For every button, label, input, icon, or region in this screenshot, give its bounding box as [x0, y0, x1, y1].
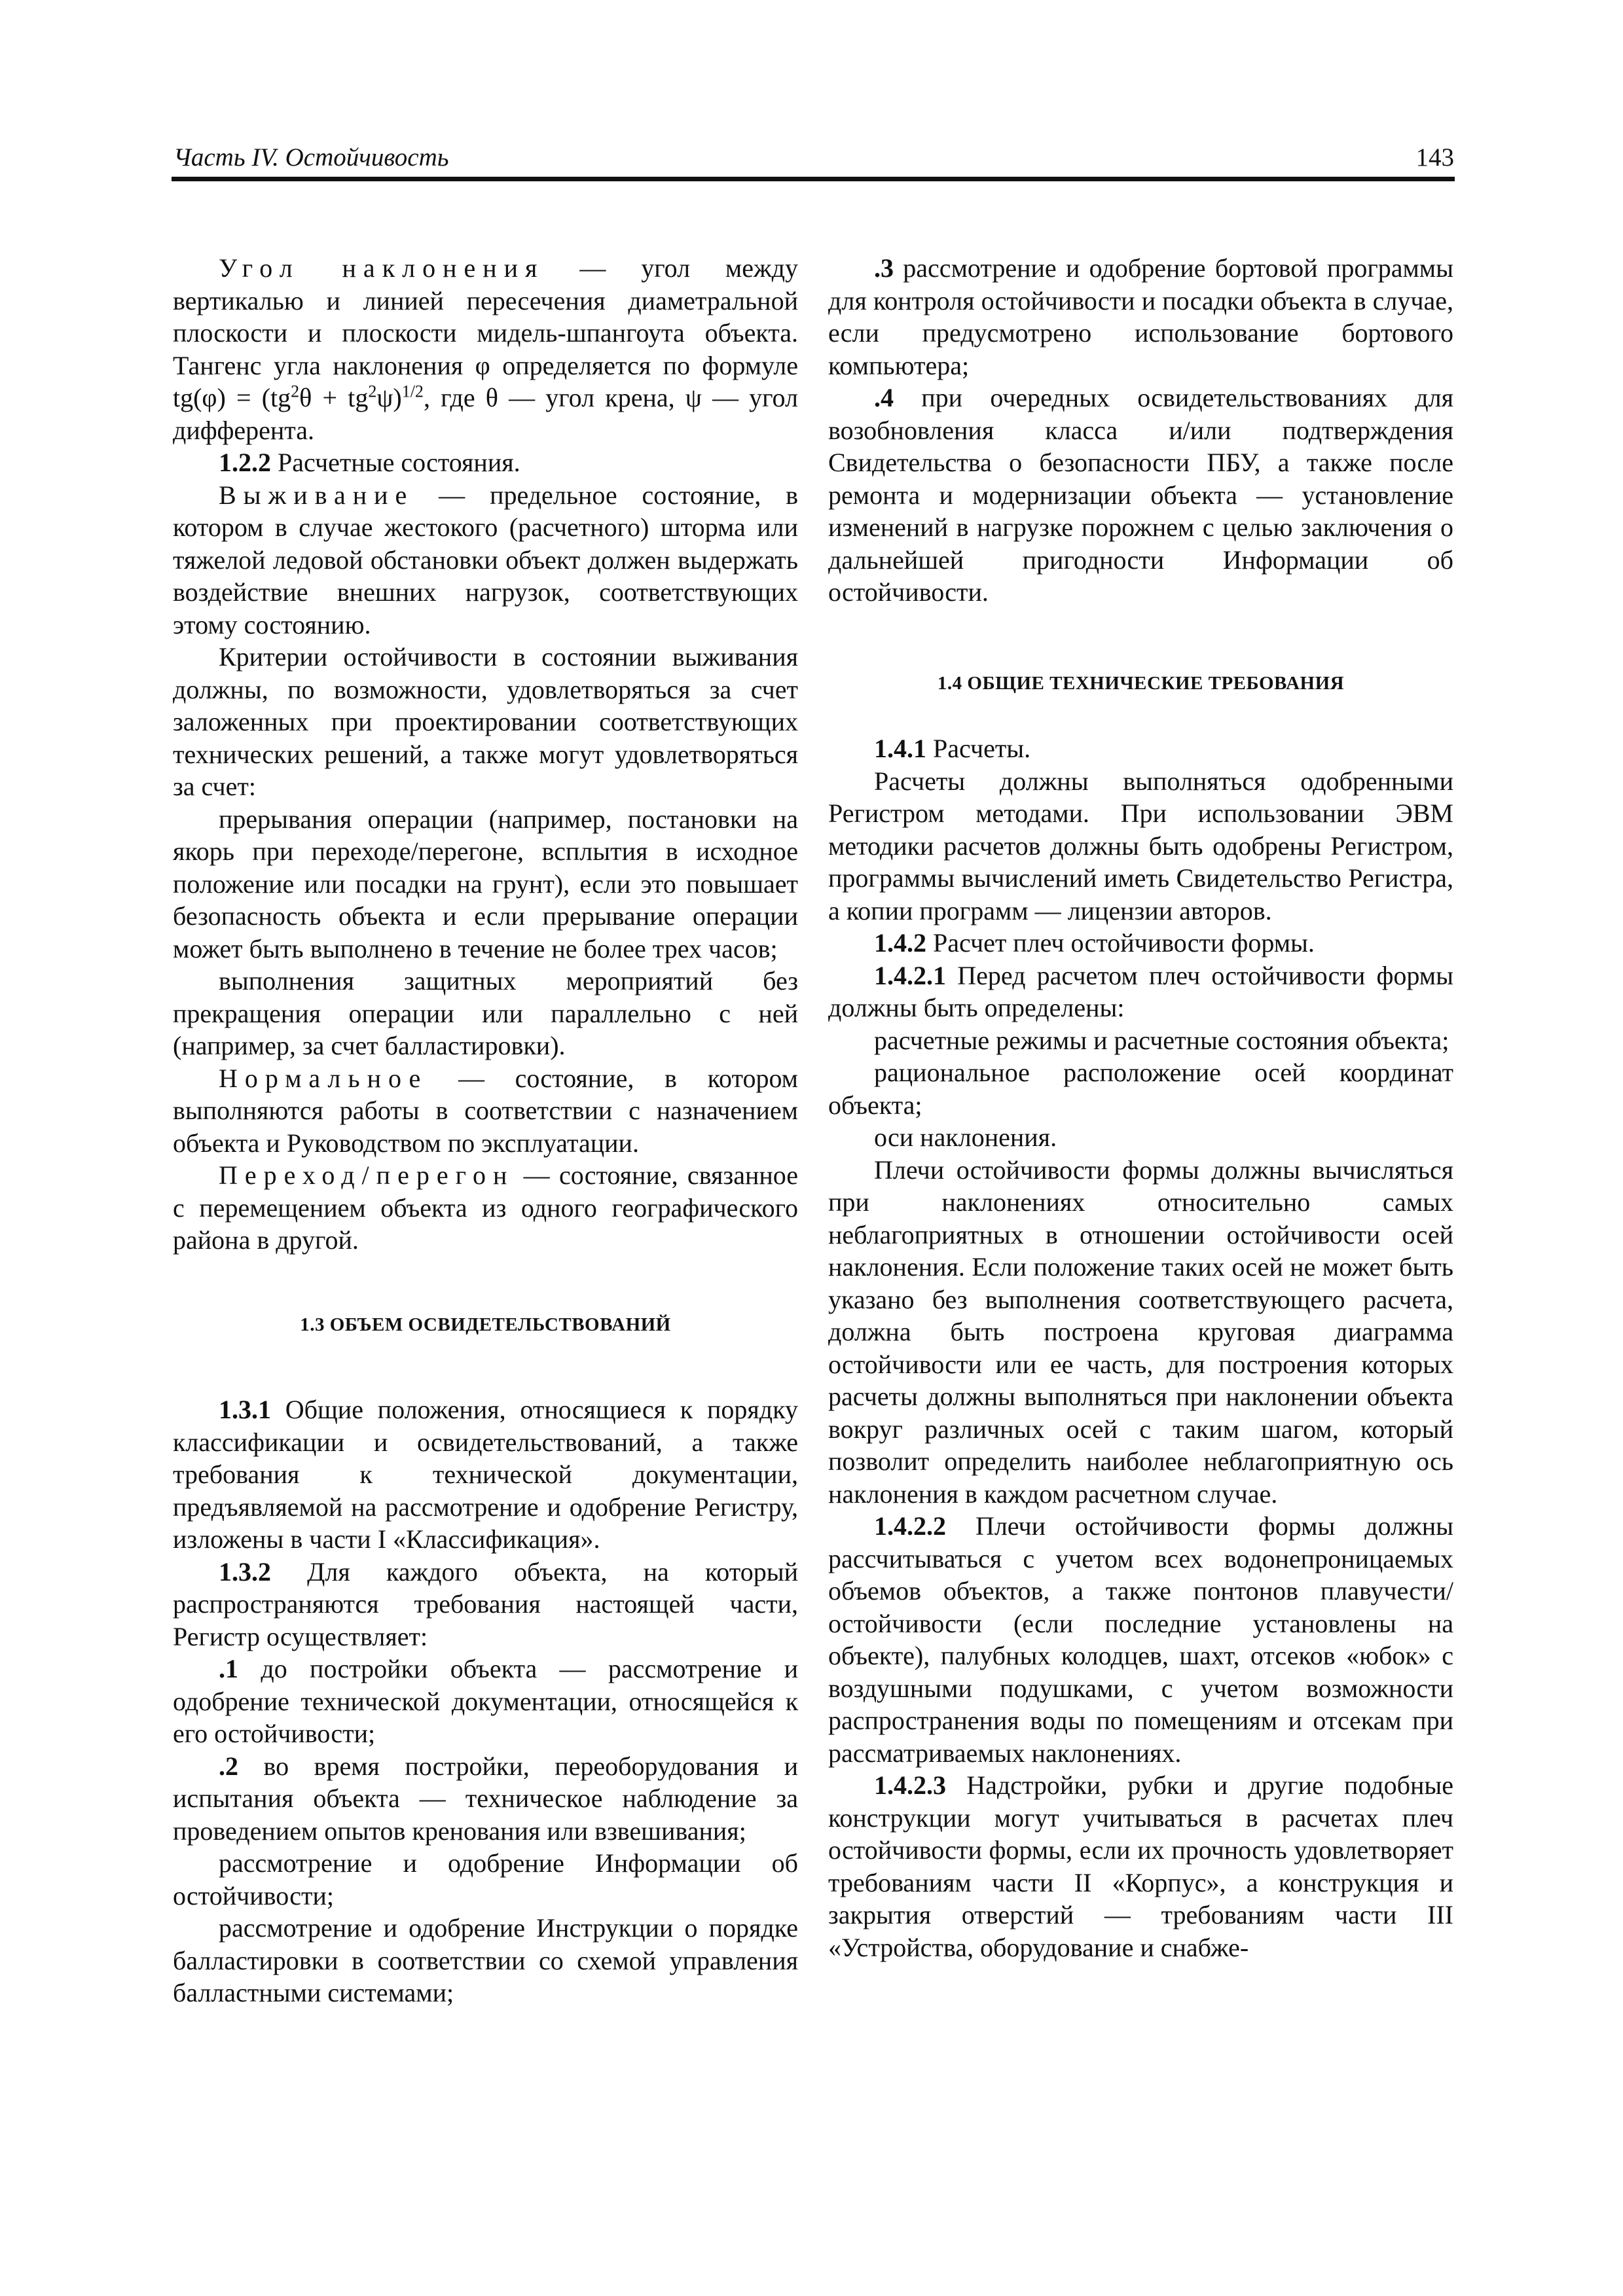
superscript: 2 — [368, 382, 377, 401]
section-number: 1.4.1 — [874, 734, 926, 763]
paragraph-text: Расчеты. — [926, 734, 1031, 763]
paragraph-normal — [173, 1062, 798, 1160]
page-number: 143 — [1415, 143, 1454, 171]
paragraph-text: Расчетные состояния. — [271, 448, 520, 477]
section-number: 1.2.2 — [219, 448, 271, 477]
list-item-3 — [828, 252, 1453, 382]
paragraph-text: Общие положения, относящиеся к порядку классификации и освидетельствований, а также требования к технической документации, предъявляемой на рассмотрение и одобрение Регистру, изложены в части I «Классификация». — [173, 1395, 798, 1554]
paragraph-1-4-2 — [828, 927, 1453, 960]
paragraph-1-3-1 — [173, 1393, 798, 1556]
paragraph-interruption: прерывания операции (например, постановки на якорь при переходе/перегоне, всплытия в исходное положение или посадки на грунт), если это повышает безопасность объекта и если прерывание операции может быть выполнено в течение не более трех часов; — [173, 804, 798, 963]
paragraph-1-4-2-2 — [828, 1510, 1453, 1769]
paragraph-1-3-2 — [173, 1556, 798, 1653]
term: Угол наклонения — [219, 253, 545, 283]
right-column — [828, 252, 1453, 1964]
section-number: 1.3.1 — [219, 1395, 271, 1424]
paragraph-ballasting-instruction: рассмотрение и одобрение Инструкции о порядке балластировки в соответствии со схемой управления балластными системами; — [173, 1913, 798, 2007]
header-title: Часть IV. Остойчивость — [173, 143, 449, 171]
term: Нормальное — [219, 1063, 428, 1093]
paragraph-inclination-axes: оси наклонения. — [874, 1122, 1057, 1152]
paragraph-text: — предельное состояние, в котором в случае жестокого (расчетного) шторма или тяжелой ледовой обстановки объект должен выдержать воздействие внешних нагрузок, соответствующих этому состоянию. — [173, 480, 798, 639]
list-item-1 — [173, 1653, 798, 1750]
paragraph-text: ψ) — [376, 383, 402, 412]
paragraph-text: рассмотрение и одобрение бортовой программы для контроля остойчивости и посадки объекта в случае, если предусмотрено использование бортового компьютера; — [828, 253, 1453, 380]
paragraph-text: во время постройки, переоборудования и испытания объекта — техническое наблюдение за проведением опытов кренования или взвешивания; — [173, 1751, 798, 1846]
paragraph-text: Плечи остойчивости формы должны рассчитываться с учетом всех водонепроницаемых объемов объектов, а также понтонов плавучести/остойчивости (если последние установлены на объекте), палубных колодцев, шахт, отсеков «юбок» с воздушными подушками, с учетом возможности распространения воды по помещениям и отсекам при рассматриваемых наклонениях. — [828, 1511, 1453, 1768]
paragraph-text: — угол между вертикалью и линией пересечения диаметральной плоскости и плоскости мидель-шпангоута объекта. Тангенс угла наклонения φ определяется по формуле tg(φ) = (tg — [173, 253, 798, 412]
paragraph-text: Перед расчетом плеч остойчивости формы должны быть определены: — [828, 960, 1453, 1022]
section-heading-1-3: 1.3 ОБЪЕМ ОСВИДЕТЕЛЬСТВОВАНИЙ — [300, 1314, 671, 1335]
paragraph-design-modes: расчетные режимы и расчетные состояния объекта; — [874, 1025, 1450, 1055]
running-header — [173, 143, 1454, 179]
paragraph-transit — [173, 1159, 798, 1257]
paragraph-angle-definition — [173, 252, 798, 446]
paragraph-text: θ + tg — [299, 383, 369, 412]
paragraph-text: — состояние, связанное с перемещением объекта из одного географического района в другой. — [173, 1160, 798, 1255]
item-number: .3 — [874, 253, 894, 283]
paragraph-stability-info: рассмотрение и одобрение Информации об остойчивости; — [173, 1848, 798, 1910]
paragraph-text: при очередных освидетельствованиях для возобновления класса и/или подтверждения Свидетельства о безопасности ПБУ, а также после ремонта и модернизации объекта — установление изменений в нагрузке порожнем с целью заключения о дальнейшей пригодности Информации об остойчивости. — [828, 383, 1453, 607]
section-number: 1.3.2 — [219, 1556, 271, 1587]
item-number: .1 — [219, 1654, 238, 1683]
paragraph-1-4-2-3 — [828, 1769, 1453, 1964]
paragraph-criteria: Критерии остойчивости в состоянии выживания должны, по возможности, удовлетворяться за счет заложенных при проектировании соответствующих технических решений, а также могут удовлетворяться за счет: — [173, 642, 798, 801]
left-column — [173, 252, 798, 2009]
term: Переход/перегон — [219, 1160, 515, 1190]
paragraph-calculations: Расчеты должны выполняться одобренными Регистром методами. При использовании ЭВМ методики расчетов должны быть одобрены Регистром, программы вычислений иметь Свидетельство Регистра, а копии программ — лицензии авторов. — [828, 766, 1453, 925]
section-number: 1.4.2.2 — [874, 1511, 946, 1541]
paragraph-text: Расчет плеч остойчивости формы. — [926, 928, 1315, 958]
list-item-2 — [173, 1750, 798, 1848]
section-heading-1-4: 1.4 ОБЩИЕ ТЕХНИЧЕСКИЕ ТРЕБОВАНИЯ — [937, 672, 1345, 694]
list-item-4 — [828, 382, 1453, 609]
paragraph-1-2-2 — [173, 446, 798, 479]
paragraph-axes-layout: рациональное расположение осей координат объекта; — [828, 1058, 1453, 1120]
term: Выживание — [219, 480, 414, 510]
superscript: 2 — [291, 382, 300, 401]
paragraph-text: Надстройки, рубки и другие подобные конструкции могут учитываться в расчетах плеч остойчивости формы, если их прочность удовлетворяет требованиям части II «Корпус», а конструкция и закрытия отверстий — требованиям части III «Устройства, оборудование и снабже- — [828, 1770, 1453, 1962]
paragraph-stability-arms: Плечи остойчивости формы должны вычисляться при наклонениях относительно самых неблагоприятных в отношении остойчивости осей наклонения. Если положение таких осей не может быть указано без выполнения соответствующего расчета, должна быть построена круговая диаграмма остойчивости или ее часть, для построения которых расчеты должны выполняться при наклонении объекта вокруг различных осей с таким шагом, который позволит определить наиболее неблагоприятную ось наклонения в каждом расчетном случае. — [828, 1155, 1453, 1509]
paragraph-text: Для каждого объекта, на который распространяются требования настоящей части, Регистр осуществляет: — [173, 1556, 798, 1651]
superscript: 1/2 — [401, 382, 424, 401]
paragraph-text: — состояние, в котором выполняются работы в соответствии с назначением объекта и Руководством по эксплуатации. — [173, 1063, 798, 1158]
paragraph-1-4-2-1 — [828, 960, 1453, 1024]
item-number: .4 — [874, 383, 894, 412]
header-rule — [172, 177, 1455, 181]
paragraph-1-4-1 — [828, 732, 1453, 765]
item-number: .2 — [219, 1751, 238, 1781]
section-number: 1.4.2.3 — [874, 1770, 946, 1800]
section-number: 1.4.2.1 — [874, 960, 946, 990]
paragraph-text: , где θ — угол крена, ψ — угол дифферента. — [173, 383, 798, 445]
paragraph-text: до постройки объекта — рассмотрение и одобрение технической документации, относящейся к его остойчивости; — [173, 1654, 798, 1748]
paragraph-survival — [173, 479, 798, 641]
paragraph-protective-measures: выполнения защитных мероприятий без прекращения операции или параллельно с ней (например, за счет балластировки). — [173, 966, 798, 1060]
section-number: 1.4.2 — [874, 928, 926, 958]
